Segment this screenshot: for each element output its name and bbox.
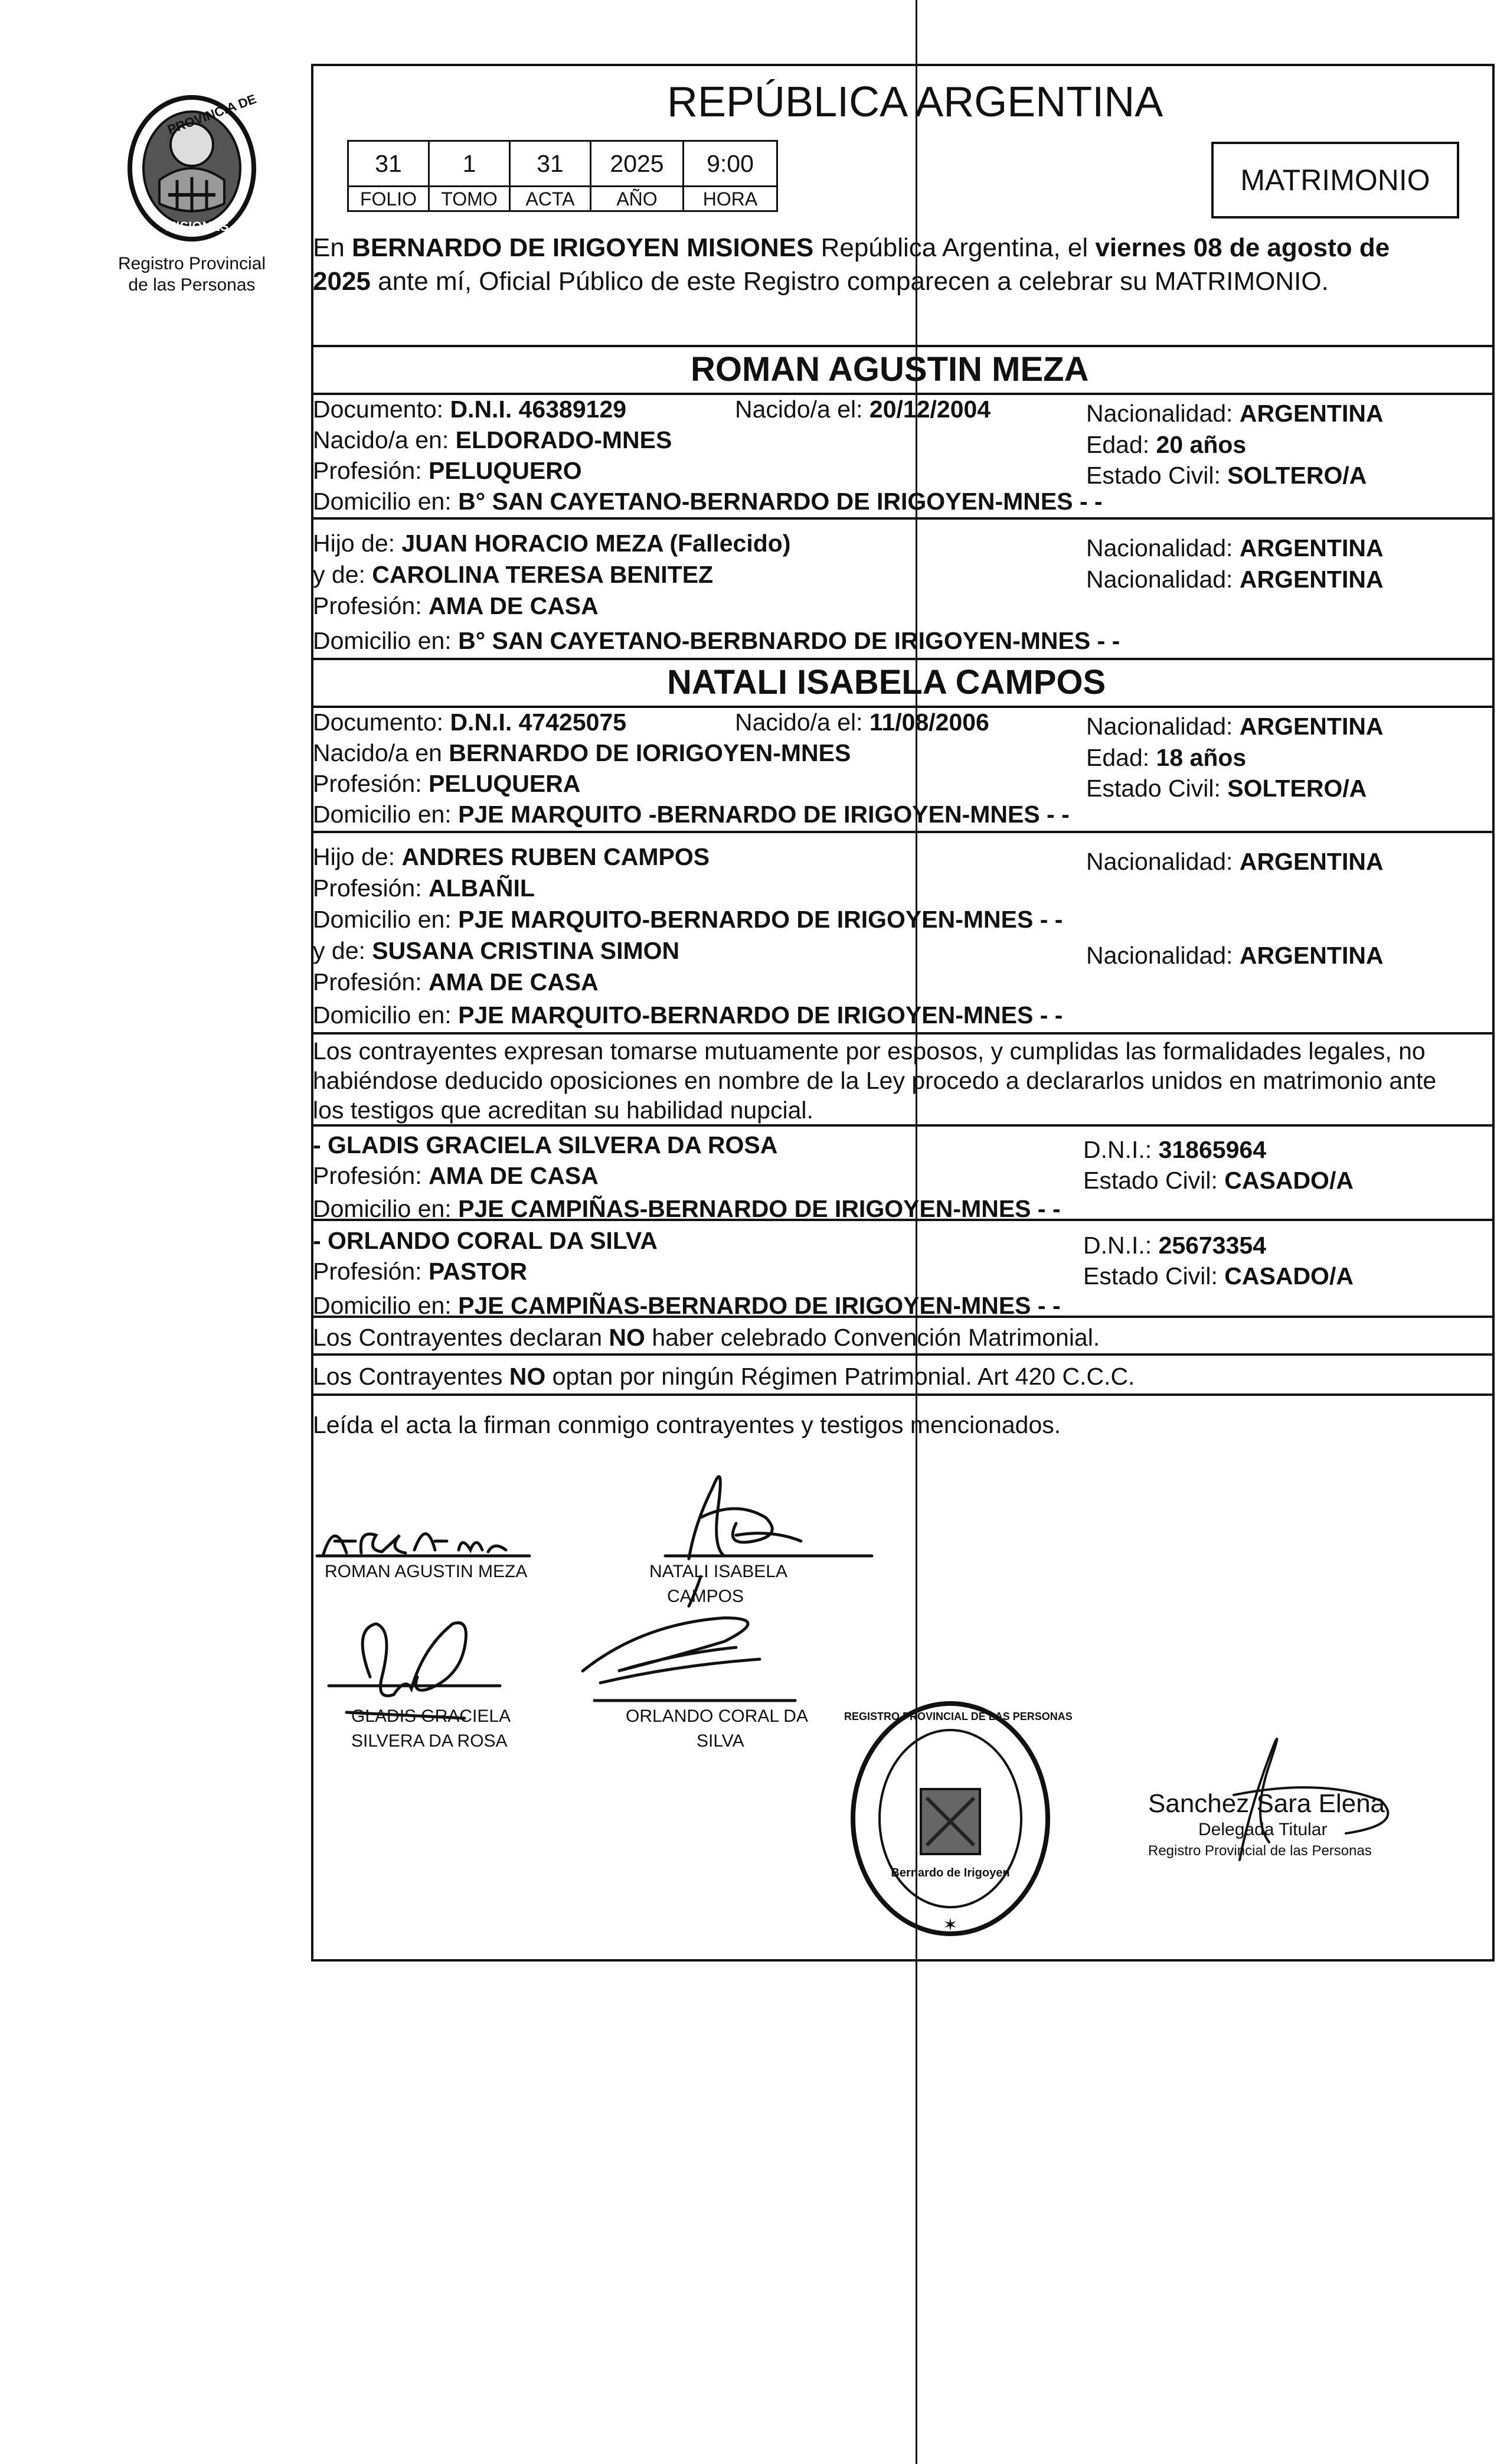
intro-middle: República Argentina, el <box>813 233 1096 262</box>
spouse2-born-on: Nacido/a el: 11/08/2006 <box>735 709 989 736</box>
rule-s2-mid <box>311 831 1495 833</box>
spouse1-mother-nationality: Nacionalidad: ARGENTINA <box>1086 566 1384 593</box>
spouse2-mother-address: Domicilio en: PJE MARQUITO-BERNARDO DE IRIGOYEN-MNES - - <box>313 1001 1063 1029</box>
spouse1-father: Hijo de: JUAN HORACIO MEZA (Fallecido) <box>313 530 791 557</box>
declaration-line2: habiéndose deducido oposiciones en nombre de la Ley procedo a declararlos unidos en matrimonio ante <box>313 1067 1437 1094</box>
hour-label: HORA <box>682 185 778 212</box>
folio-label: FOLIO <box>347 185 430 212</box>
signature1-label: ROMAN AGUSTIN MEZA <box>325 1562 528 1581</box>
spouse1-age: Edad: 20 años <box>1086 431 1247 458</box>
spouse1-mother-profession: Profesión: AMA DE CASA <box>313 592 599 619</box>
spouse1-civil-status: Estado Civil: SOLTERO/A <box>1086 462 1367 489</box>
rule-header <box>311 345 1495 347</box>
matrimonio-badge <box>1211 142 1459 218</box>
spouse2-father-profession: Profesión: ALBAÑIL <box>313 874 535 902</box>
witness2-profession: Profesión: PASTOR <box>313 1258 528 1285</box>
seal-bottom-text: MISIONES <box>165 219 229 234</box>
witness1-name: - GLADIS GRACIELA SILVERA DA ROSA <box>313 1131 778 1158</box>
acta-label: ACTA <box>509 185 591 212</box>
seal-top-text: PROVINCIA DE <box>165 91 259 138</box>
spouse2-father-nationality: Nacionalidad: ARGENTINA <box>1086 848 1384 875</box>
declaration-line3: los testigos que acreditan su habilidad nupcial. <box>313 1096 813 1124</box>
spouse2-address: Domicilio en: PJE MARQUITO -BERNARDO DE IRIGOYEN-MNES - - <box>313 801 1070 828</box>
rule-s1-mid <box>311 517 1495 520</box>
spouse1-born-on: Nacido/a el: 20/12/2004 <box>735 396 991 423</box>
record-table <box>347 140 778 212</box>
witness1-dni: D.N.I.: 31865964 <box>1083 1136 1266 1163</box>
spouse2-born-in: Nacido/a en BERNARDO DE IORIGOYEN-MNES <box>313 739 851 766</box>
witness2-dni: D.N.I.: 25673354 <box>1083 1232 1266 1259</box>
spouse1-nationality: Nacionalidad: ARGENTINA <box>1086 400 1384 427</box>
spouse1-doc: Documento: D.N.I. 46389129 <box>313 396 627 423</box>
witness2-name: - ORLANDO CORAL DA SILVA <box>313 1227 658 1254</box>
spouse2-profession: Profesión: PELUQUERA <box>313 770 581 797</box>
spouse2-nationality: Nacionalidad: ARGENTINA <box>1086 713 1384 740</box>
hour-value: 9:00 <box>707 150 754 177</box>
declaration-line1: Los contrayentes expresan tomarse mutuamente por esposos, y cumplidas las formalidades legales, no <box>313 1037 1426 1065</box>
spouse2-name: NATALI ISABELA CAMPOS <box>667 663 1106 701</box>
provincial-seal <box>124 92 260 245</box>
convention-statement: Los Contrayentes declaran NO haber celebrado Convención Matrimonial. <box>313 1324 1100 1351</box>
folio-value: 31 <box>375 150 402 177</box>
signature2-label-line1: NATALI ISABELA <box>649 1562 787 1581</box>
spouse1-born-in: Nacido/a en: ELDORADO-MNES <box>313 426 672 453</box>
witness1-profession: Profesión: AMA DE CASA <box>313 1162 599 1189</box>
spouse1-name: ROMAN AGUSTIN MEZA <box>691 350 1089 389</box>
spouse2-father: Hijo de: ANDRES RUBEN CAMPOS <box>313 843 710 870</box>
intro-date: viernes 08 de agosto de <box>1095 233 1390 262</box>
spouse1-profession: Profesión: PELUQUERO <box>313 457 582 484</box>
stamp-ring-text: REGISTRO PROVINCIAL DE LAS PERSONAS <box>844 1711 1073 1722</box>
officer-role: Delegada Titular <box>1198 1820 1328 1839</box>
rule-convention-bottom <box>311 1353 1495 1356</box>
stamp-inner-text: Bernardo de Irigoyen <box>891 1866 1010 1879</box>
spouse2-father-address: Domicilio en: PJE MARQUITO-BERNARDO DE IRIGOYEN-MNES - - <box>313 906 1063 933</box>
intro-place: BERNARDO DE IRIGOYEN MISIONES <box>352 233 814 262</box>
spouse2-age: Edad: 18 años <box>1086 744 1247 771</box>
signature4-label-line1: ORLANDO CORAL DA <box>626 1706 808 1726</box>
official-stamp <box>844 1695 1073 1943</box>
acta-value: 31 <box>537 150 564 177</box>
spouse1-mother: y de: CAROLINA TERESA BENITEZ <box>313 561 714 588</box>
spouse1-father-nationality: Nacionalidad: ARGENTINA <box>1086 534 1384 562</box>
intro-line1 <box>313 233 1390 263</box>
spouse1-address: Domicilio en: B° SAN CAYETANO-BERNARDO DE IRIGOYEN-MNES - - <box>313 488 1103 515</box>
seal-caption-line1: Registro Provincial <box>117 254 266 273</box>
officer-name: Sanchez Sara Elena <box>1148 1789 1385 1818</box>
witness1-address: Domicilio en: PJE CAMPIÑAS-BERNARDO DE IRIGOYEN-MNES - - <box>313 1195 1061 1222</box>
year-label: AÑO <box>590 185 684 212</box>
intro-suffix: ante mí, Oficial Público de este Registro comparecen a celebrar su MATRIMONIO. <box>370 267 1329 296</box>
closing-statement: Leída el acta la firman conmigo contrayentes y testigos mencionados. <box>313 1411 1061 1438</box>
signature3-label-line1: GLADIS GRACIELA <box>351 1706 511 1726</box>
signature2-label-line2: CAMPOS <box>667 1587 744 1606</box>
seal-caption-line2: de las Personas <box>128 275 256 295</box>
spouse2-mother-profession: Profesión: AMA DE CASA <box>313 968 599 996</box>
intro-line2 <box>313 267 1329 296</box>
year-value: 2025 <box>610 150 664 177</box>
spouse2-mother-nationality: Nacionalidad: ARGENTINA <box>1086 942 1384 969</box>
signature3-label-line2: SILVERA DA ROSA <box>351 1731 508 1751</box>
rule-s2-bottom <box>311 1032 1495 1034</box>
document-title: REPÚBLICA ARGENTINA <box>667 79 1163 126</box>
intro-year: 2025 <box>313 267 371 296</box>
signature4-label-line2: SILVA <box>697 1731 744 1751</box>
spouse2-civil-status: Estado Civil: SOLTERO/A <box>1086 775 1367 802</box>
intro-prefix: En <box>313 233 352 262</box>
matrimonio-badge-text: MATRIMONIO <box>1240 164 1430 197</box>
rule-s1-bottom <box>311 658 1495 660</box>
witness2-civil-status: Estado Civil: CASADO/A <box>1083 1262 1354 1290</box>
spouse2-mother: y de: SUSANA CRISTINA SIMON <box>313 937 680 964</box>
spouse2-doc: Documento: D.N.I. 47425075 <box>313 709 627 736</box>
regime-statement: Los Contrayentes NO optan por ningún Régimen Patrimonial. Art 420 C.C.C. <box>313 1363 1135 1390</box>
svg-text:✶: ✶ <box>943 1915 958 1936</box>
spouse1-parents-address: Domicilio en: B° SAN CAYETANO-BERBNARDO DE IRIGOYEN-MNES - - <box>313 627 1120 654</box>
tomo-label: TOMO <box>428 185 511 212</box>
tomo-value: 1 <box>462 150 476 177</box>
rule-regime-bottom <box>311 1393 1495 1396</box>
officer-office: Registro Provincial de las Personas <box>1148 1843 1372 1859</box>
witness1-civil-status: Estado Civil: CASADO/A <box>1083 1167 1354 1194</box>
witness2-address: Domicilio en: PJE CAMPIÑAS-BERNARDO DE IRIGOYEN-MNES - - <box>313 1292 1061 1319</box>
